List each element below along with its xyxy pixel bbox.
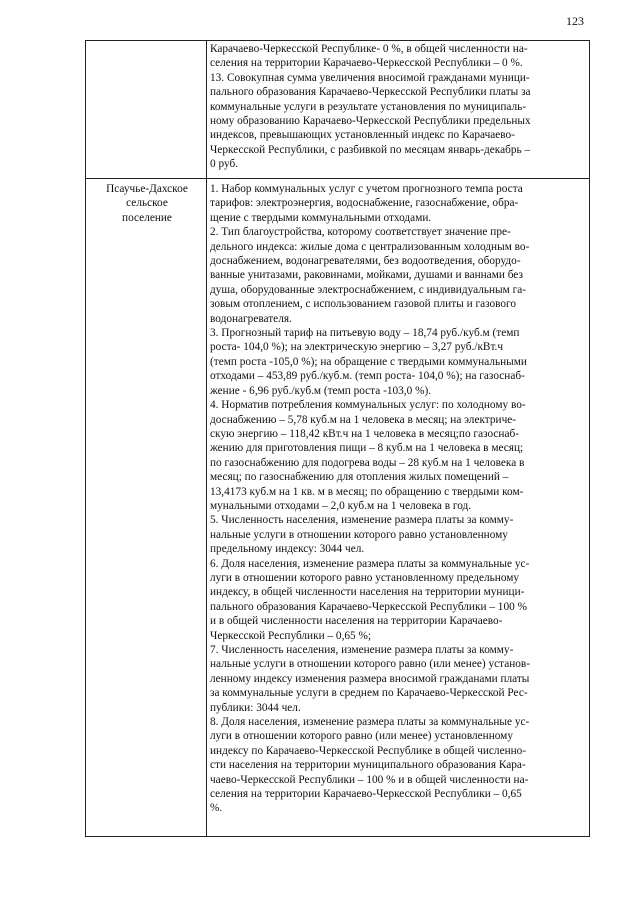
text-line: %.	[210, 802, 223, 815]
text-line: ному образованию Карачаево-Черкесской Республики предельных	[210, 115, 531, 128]
text-line: индексов, превышающих установленный индекс по Карачаево-	[210, 129, 515, 142]
row-divider	[86, 178, 589, 179]
text-line: луги в отношении которого равно установленному предельному	[210, 571, 520, 584]
text-line: чаево-Черкесской Республики – 100 % и в общей численности на-	[210, 773, 529, 786]
text-line: мунальными отходами – 2,0 куб.м на 1 человека в год.	[210, 499, 472, 512]
text-line: Черкесской Республики, с разбивкой по месяцам январь-декабрь –	[210, 143, 531, 156]
text-line: селения на территории Карачаево-Черкесской Республики – 0 %.	[210, 57, 523, 70]
text-line: Карачаево-Черкесской Республике- 0 %, в общей численности на-	[210, 43, 528, 55]
text-line: душа, оборудованные электроснабжением, с индивидуальным га-	[210, 283, 527, 296]
text-line: и в общей численности населения на территории Карачаево-	[210, 615, 503, 628]
text-line: пального образования Карачаево-Черкесской Республики – 100 %	[210, 600, 527, 613]
text-line: водонагревателя.	[210, 312, 292, 325]
text-line: пального образования Карачаево-Черкесской Республики платы за	[210, 86, 531, 99]
text-line: роста- 104,0 %); на электрическую энергию – 3,27 руб./кВт.ч	[210, 341, 504, 354]
column-divider	[206, 41, 207, 836]
text-line: 5. Численность населения, изменение размера платы за комму-	[210, 514, 514, 527]
text-line: жению для приготовления пищи – 8 куб.м на 1 человека в месяц;	[210, 442, 524, 455]
text-line: 6. Доля населения, изменение размера платы за коммунальные ус-	[210, 557, 530, 570]
text-line: индексу по Карачаево-Черкесской Республике в общей численно-	[210, 744, 527, 757]
text-line: тарифов: электроэнергия, водоснабжение, газоснабжение, обра-	[210, 197, 519, 210]
text-line: сти населения на территории муниципального образования Кара-	[210, 759, 526, 772]
text-line: доснабжением, водонагревателями, без водоотведения, оборудо-	[210, 255, 521, 268]
text-line: ванные унитазами, раковинами, мойками, душами и ваннами без	[210, 269, 523, 282]
text-line: за коммунальные услуги в среднем по Карачаево-Черкесской Рес-	[210, 687, 528, 700]
text-line: ленному индексу изменения размера вносимой гражданами платы	[210, 672, 530, 685]
text-line: 4. Норматив потребления коммунальных услуг: по холодному во-	[210, 399, 526, 412]
continuation-text-cell	[210, 42, 586, 172]
text-line: 13. Совокупная сумма увеличения вносимой гражданами муници-	[210, 71, 530, 84]
text-line: коммунальные услуги в результате установления по муниципаль-	[210, 100, 527, 113]
text-line: отходами – 453,89 руб./куб.м. (темп роста- 104,0 %); на газоснаб-	[210, 370, 525, 383]
text-line: публики: 3044 чел.	[210, 701, 301, 714]
text-line: месяц; по газоснабжению для отопления жилых помещений –	[210, 471, 509, 484]
text-line: скую энергию – 118,42 кВт.ч на 1 человека в месяц;по газоснаб-	[210, 427, 519, 440]
settlement-name-cell: Псаучье-Дахское сельское поселение	[106, 183, 188, 224]
text-line: 2. Тип благоустройства, которому соответствует значение пре-	[210, 226, 511, 239]
text-line: 1. Набор коммунальных услуг с учетом прогнозного темпа роста	[210, 183, 523, 195]
text-line: 8. Доля населения, изменение размера платы за коммунальные ус-	[210, 716, 530, 729]
text-line: 0 руб.	[210, 158, 239, 171]
text-line: нальные услуги в отношении которого равно (или менее) установ-	[210, 658, 531, 671]
document-table	[85, 40, 590, 837]
text-line: нальные услуги в отношении которого равно установленному	[210, 528, 508, 541]
text-line: предельному индексу: 3044 чел.	[210, 543, 365, 556]
text-line: (темп роста -105,0 %); на обращение с твердыми коммунальными	[210, 355, 527, 368]
text-line: по газоснабжению для подогрева воды – 28 куб.м на 1 человека в	[210, 456, 525, 469]
text-line: жение - 6,96 руб./куб.м (темп роста -103,0 %).	[210, 384, 432, 397]
text-line: 13,4173 куб.м на 1 кв. м в месяц; по обращению с твердыми ком-	[210, 485, 524, 498]
text-line: Черкесской Республики – 0,65 %;	[210, 629, 372, 642]
text-line: зовым отоплением, с использованием газовой плиты и газового	[210, 298, 517, 311]
settlement-details-cell	[210, 182, 586, 816]
text-line: доснабжению – 5,78 куб.м на 1 человека в месяц; на электриче-	[210, 413, 517, 426]
page-number: 123	[566, 14, 584, 28]
text-line: дельного индекса: жилые дома с централизованным холодным во-	[210, 240, 530, 253]
text-line: селения на территории Карачаево-Черкесской Республики – 0,65	[210, 788, 522, 801]
text-line: 7. Численность населения, изменение размера платы за комму-	[210, 644, 514, 656]
text-line: луги в отношении которого равно (или менее) установленному	[210, 730, 513, 743]
text-line: 3. Прогнозный тариф на питьевую воду – 18,74 руб./куб.м (темп	[210, 327, 520, 340]
text-line: щение с твердыми коммунальными отходами.	[210, 211, 432, 224]
text-line: индексу, в общей численности населения на территории муници-	[210, 586, 525, 599]
